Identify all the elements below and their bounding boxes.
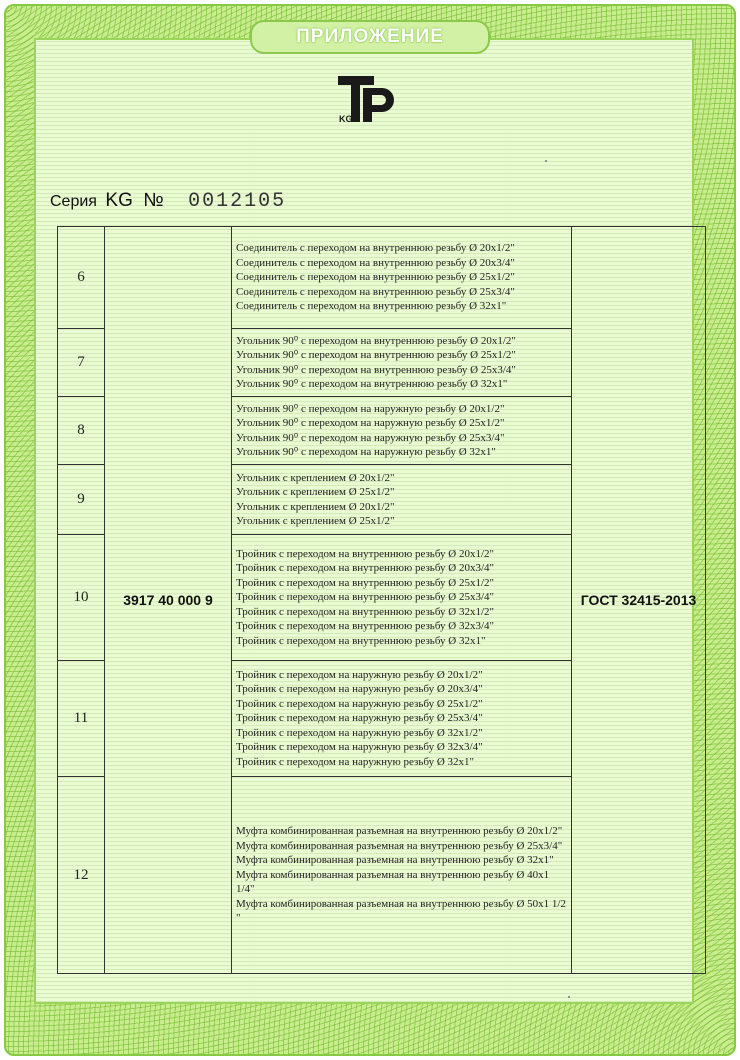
certificate-number: 0012105 [188, 190, 287, 213]
product-item: Тройник с переходом на наружную резьбу Ø 20x3/4" [236, 683, 483, 696]
product-list-cell [232, 227, 572, 329]
row-number: 6 [58, 227, 105, 329]
row-number: 8 [58, 397, 105, 465]
product-item: Угольник 90⁰ с переходом на наружную резьбу Ø 20x1/2" [236, 402, 505, 415]
product-item: Соединитель с переходом на внутреннюю резьбу Ø 25x3/4" [236, 285, 515, 298]
series-line [50, 190, 286, 220]
product-item: Муфта комбинированная разъемная на внутреннюю резьбу Ø 20x1/2" [236, 825, 563, 838]
product-list-cell [232, 535, 572, 661]
product-item: Угольник с креплением Ø 20x1/2" [236, 500, 395, 513]
product-item: Тройник с переходом на наружную резьбу Ø 25x3/4" [236, 712, 483, 725]
product-item: Соединитель с переходом на внутреннюю резьбу Ø 20x3/4" [236, 256, 515, 269]
product-item: Тройник с переходом на наружную резьбу Ø 32x1/2" [236, 726, 483, 739]
product-list-cell [232, 329, 572, 397]
product-item: Муфта комбинированная разъемная на внутреннюю резьбу Ø 32x1" [236, 854, 554, 867]
product-item: Тройник с переходом на наружную резьбу Ø 25x1/2" [236, 697, 483, 710]
product-item: Угольник 90⁰ с переходом на внутреннюю резьбу Ø 20x1/2" [236, 334, 516, 347]
table-row [58, 227, 706, 329]
product-item: Соединитель с переходом на внутреннюю резьбу Ø 32x1" [236, 300, 507, 313]
product-item: Тройник с переходом на внутреннюю резьбу Ø 32x3/4" [236, 620, 494, 633]
gost-standard: ГОСТ 32415-2013 [572, 227, 706, 974]
product-list-cell [232, 661, 572, 777]
product-list-cell [232, 777, 572, 974]
product-item: Тройник с переходом на внутреннюю резьбу Ø 25x3/4" [236, 591, 494, 604]
product-item: Тройник с переходом на внутреннюю резьбу Ø 25x1/2" [236, 576, 494, 589]
product-item: Угольник 90⁰ с переходом на наружную резьбу Ø 32x1" [236, 446, 496, 458]
product-item: Соединитель с переходом на внутреннюю резьбу Ø 25x1/2" [236, 271, 515, 284]
product-item: Тройник с переходом на наружную резьбу Ø 32x3/4" [236, 741, 483, 754]
appendix-banner: ПРИЛОЖЕНИЕ [250, 20, 490, 54]
product-item: Тройник с переходом на внутреннюю резьбу Ø 20x1/2" [236, 547, 494, 560]
product-item: Муфта комбинированная разъемная на внутреннюю резьбу Ø 40x1 1/4" [236, 868, 550, 896]
tr-kg-logo [336, 74, 396, 126]
speck-mark [545, 160, 547, 162]
product-item: Тройник с переходом на наружную резьбу Ø 20x1/2" [236, 668, 483, 681]
logo-kg-text: KG [339, 114, 353, 124]
row-number: 10 [58, 535, 105, 661]
product-item: Угольник 90⁰ с переходом на внутреннюю резьбу Ø 25x3/4" [236, 363, 516, 376]
product-item: Тройник с переходом на внутреннюю резьбу Ø 32x1" [236, 634, 486, 647]
product-item: Муфта комбинированная разъемная на внутреннюю резьбу Ø 50x1 1/2 " [236, 897, 566, 925]
product-item: Угольник с креплением Ø 20x1/2" [236, 471, 395, 484]
number-sign: № [143, 190, 164, 211]
product-item: Тройник с переходом на наружную резьбу Ø 32x1" [236, 755, 474, 768]
product-item: Муфта комбинированная разъемная на внутреннюю резьбу Ø 25x3/4" [236, 839, 563, 852]
product-list-cell [232, 397, 572, 465]
product-list-cell [232, 465, 572, 535]
series-label: Серия [50, 193, 97, 210]
row-number: 11 [58, 661, 105, 777]
row-number: 9 [58, 465, 105, 535]
product-item: Тройник с переходом на внутреннюю резьбу Ø 20x3/4" [236, 562, 494, 575]
row-number: 12 [58, 777, 105, 974]
product-item: Соединитель с переходом на внутреннюю резьбу Ø 20x1/2" [236, 242, 515, 255]
product-item: Угольник 90⁰ с переходом на наружную резьбу Ø 25x3/4" [236, 431, 505, 444]
tn-ved-code: 3917 40 000 9 [105, 227, 232, 974]
product-item: Угольник 90⁰ с переходом на внутреннюю резьбу Ø 32x1" [236, 378, 508, 390]
product-item: Угольник с креплением Ø 25x1/2" [236, 486, 395, 498]
products-table [57, 226, 706, 974]
product-item: Угольник с креплением Ø 25x1/2" [236, 515, 395, 527]
product-item: Угольник 90⁰ с переходом на внутреннюю резьбу Ø 25x1/2" [236, 349, 516, 361]
row-number: 7 [58, 329, 105, 397]
product-item: Угольник 90⁰ с переходом на наружную резьбу Ø 25x1/2" [236, 417, 505, 429]
product-item: Тройник с переходом на внутреннюю резьбу Ø 32x1/2" [236, 605, 494, 618]
series-code: KG [105, 190, 133, 211]
speck-mark [568, 996, 570, 998]
